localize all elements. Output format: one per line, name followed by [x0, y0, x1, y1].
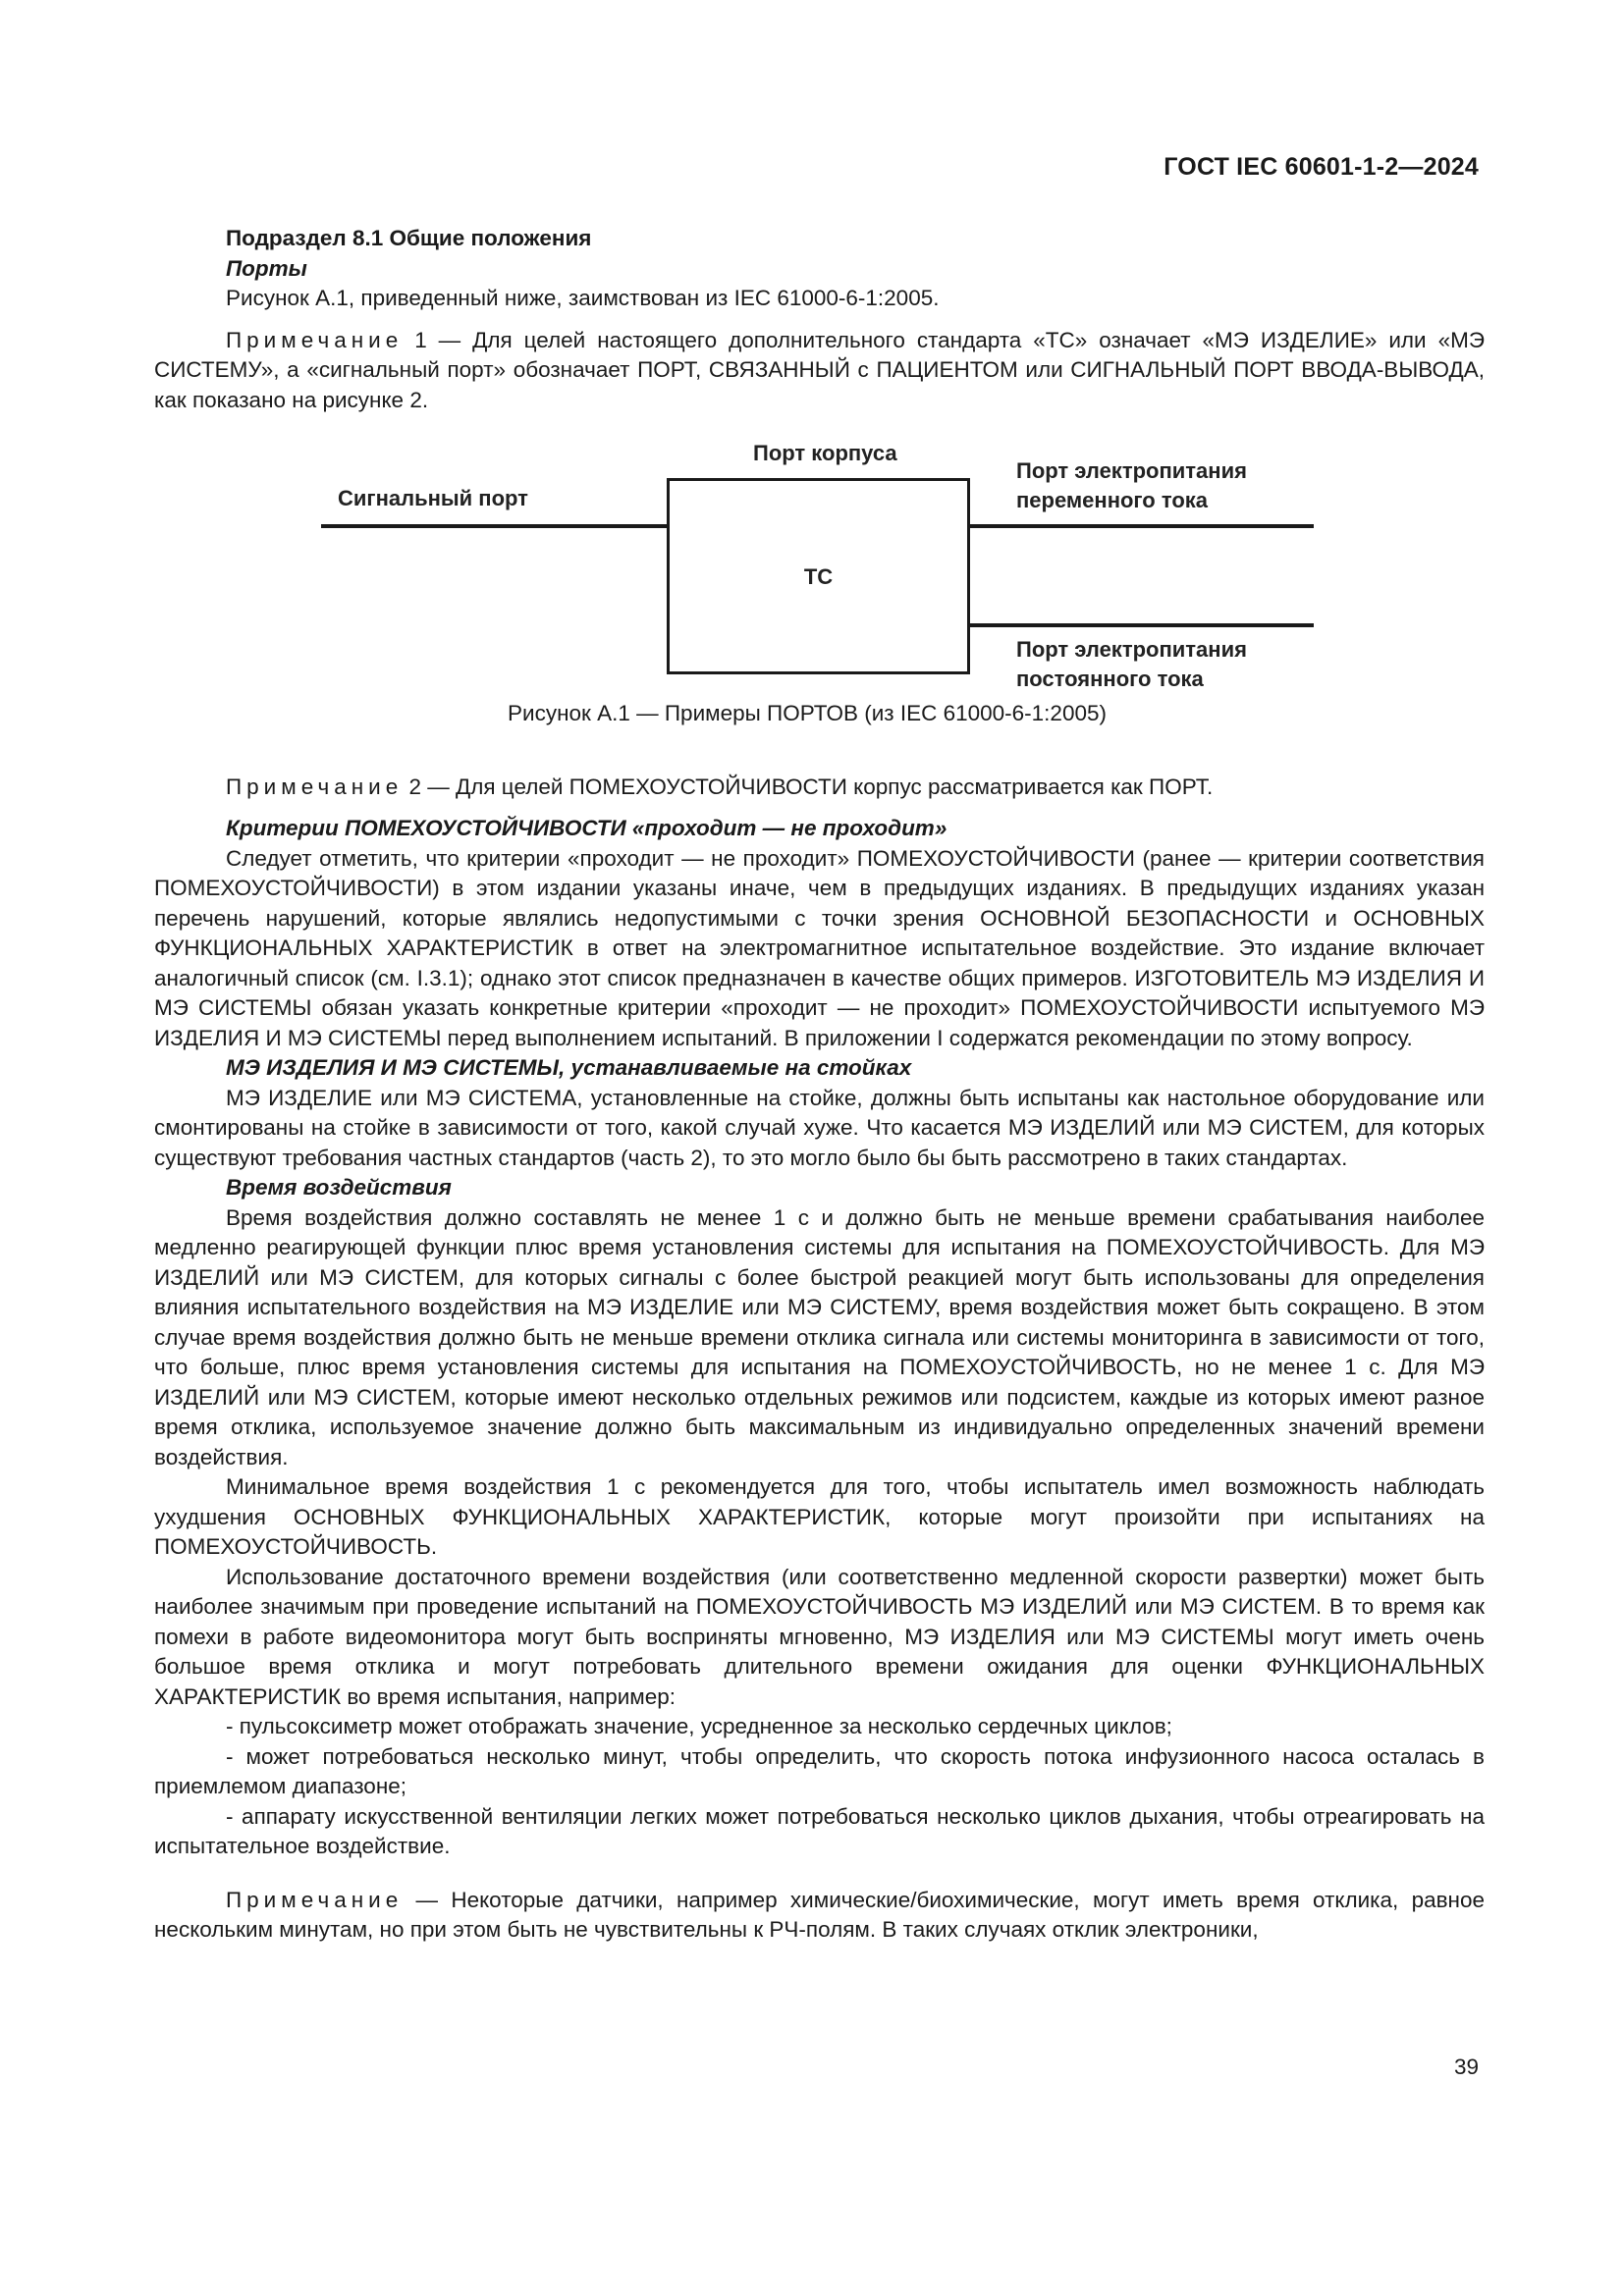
figure-caption: Рисунок А.1 — Примеры ПОРТОВ (из IEC 61000-6-1:2005) — [508, 701, 1107, 725]
standard-header: ГОСТ IEC 60601-1-2—2024 — [1164, 153, 1479, 181]
note-3 — [154, 1886, 1485, 1946]
criteria-text: Следует отметить, что критерии «проходит — не проходит» ПОМЕХОУСТОЙЧИВОСТИ (ранее — критерии соответствия ПОМЕХОУСТОЙЧИВОСТИ) в этом издании указаны иначе, чем в предыдущих изданиях. В предыдущих изданиях указан перечень нарушений, которые являлись недопустимыми с точки зрения ОСНОВНОЙ БЕЗОПАСНОСТИ и ОСНОВНЫХ ФУНКЦИОНАЛЬНЫХ ХАРАКТЕРИСТИК в ответ на электромагнитное испытательное воздействие. Это издание включает аналогичный список (см. I.3.1); однако этот список предназначен в качестве общих примеров. ИЗГОТОВИТЕЛЬ МЭ ИЗДЕЛИЯ И МЭ СИСТЕМЫ обязан указать конкретные критерии «проходит — не проходит» ПОМЕХОУСТОЙЧИВОСТИ испытуемого МЭ ИЗДЕЛИЯ И МЭ СИСТЕМЫ перед выполнением испытаний. В приложении I содержатся рекомендации по этому вопросу. — [154, 845, 1485, 1050]
note-3-text: — Некоторые датчики, например химические/биохимические, могут иметь время отклика, равное нескольким минутам, но при этом быть не чувствительны к РЧ-полям. В таких случаях отклик электроники, — [154, 1887, 1485, 1942]
criteria-heading: Критерии ПОМЕХОУСТОЙЧИВОСТИ «проходит — не проходит» — [226, 816, 947, 840]
dwell-paragraph-3: Использование достаточного времени воздействия (или соответственно медленной скорости развертки) может быть наиболее значимым при проведение испытаний на ПОМЕХОУСТОЙЧИВОСТЬ МЭ ИЗДЕЛИЙ или МЭ СИСТЕМ. В то время как помехи в работе видеомонитора могут быть восприняты мгновенно, МЭ ИЗДЕЛИЯ или МЭ СИСТЕМЫ могут иметь очень большое время отклика и могут потребовать длительного времени ожидания для оценки ФУНКЦИОНАЛЬНЫХ ХАРАКТЕРИСТИК во время испытания, например: — [154, 1564, 1485, 1709]
ac-power-port-line — [968, 524, 1314, 528]
section-title: Подраздел 8.1 Общие положения — [226, 226, 592, 250]
page-number: 39 — [1453, 2055, 1479, 2079]
eut-box — [667, 478, 970, 674]
signal-port-line — [321, 524, 669, 528]
note-2-text: 2 — Для целей ПОМЕХОУСТОЙЧИВОСТИ корпус рассматривается как ПОРТ. — [403, 774, 1214, 799]
dwell-paragraph-2: Минимальное время воздействия 1 с рекомендуется для того, чтобы испытатель имел возможность наблюдать ухудшения ОСНОВНЫХ ФУНКЦИОНАЛЬНЫХ ХАРАКТЕРИСТИК, которые могут произойти при испытаниях на ПОМЕХОУСТОЙЧИВОСТЬ. — [154, 1474, 1485, 1559]
list-item: - может потребоваться несколько минут, чтобы определить, что скорость потока инфузионного насоса осталась в приемлемом диапазоне; — [154, 1743, 1485, 1798]
list-item: - аппарату искусственной вентиляции легких может потребоваться несколько циклов дыхания, чтобы отреагировать на испытательное воздействие. — [154, 1803, 1485, 1858]
page-content — [154, 224, 1485, 1946]
note-1-label: Примечание — [226, 327, 404, 352]
note-1 — [154, 326, 1485, 416]
note-3-label: Примечание — [226, 1887, 404, 1912]
ac-power-port-label: Порт электропитания переменного тока — [1016, 458, 1247, 512]
rack-text: МЭ ИЗДЕЛИЕ или МЭ СИСТЕМА, установленные на стойке, должны быть испытаны как настольное оборудование или смонтированы на стойке в зависимости от того, какой случай хуже. Что касается МЭ ИЗДЕЛИЙ или МЭ СИСТЕМ, для которых существуют требования частных стандартов (часть 2), то это могло было бы быть рассмотрено в таких стандартах. — [154, 1085, 1485, 1170]
list-item: - пульсоксиметр может отображать значение, усредненное за несколько сердечных циклов; — [226, 1714, 1172, 1738]
figure-source-text: Рисунок А.1, приведенный ниже, заимствован из IEC 61000-6-1:2005. — [226, 286, 940, 310]
note-1-text: 1 — Для целей настоящего дополнительного стандарта «ТС» означает «МЭ ИЗДЕЛИЕ» или «МЭ СИСТЕМУ», а «сигнальный порт» обозначает ПОРТ, СВЯЗАННЫЙ с ПАЦИЕНТОМ или СИГНАЛЬНЫЙ ПОРТ ВВОДА-ВЫВОДА, как показано на рисунке 2. — [154, 327, 1485, 412]
dc-power-port-label: Порт электропитания постоянного тока — [1016, 637, 1247, 691]
dwell-heading: Время воздействия — [226, 1175, 452, 1200]
enclosure-port-label: Порт корпуса — [753, 441, 897, 465]
note-2-label: Примечание — [226, 774, 404, 799]
signal-port-label: Сигнальный порт — [338, 486, 528, 510]
dc-power-port-line — [968, 623, 1314, 627]
eut-label: ТС — [803, 564, 834, 589]
ports-diagram — [154, 439, 1485, 691]
dwell-paragraph-1: Время воздействия должно составлять не менее 1 с и должно быть не меньше времени срабатывания наиболее медленно реагирующей функции плюс время установления системы для испытания на ПОМЕХОУСТОЙЧИВОСТЬ. Для МЭ ИЗДЕЛИЙ или МЭ СИСТЕМ, для которых сигналы с более быстрой реакцией могут быть использованы для определения влияния испытательного воздействия на МЭ ИЗДЕЛИЕ или МЭ СИСТЕМУ, время воздействия может быть сокращено. В этом случае время воздействия должно быть не меньше времени отклика сигнала или системы мониторинга в зависимости от того, что больше, плюс время установления системы для испытания на ПОМЕХОУСТОЙЧИВОСТЬ, но не менее 1 с. Для МЭ ИЗДЕЛИЙ или МЭ СИСТЕМ, которые имеют несколько отдельных режимов или подсистем, каждые из которых имеют разное время отклика, используемое значение должно быть максимальным из индивидуально определенных значений времени воздействия. — [154, 1204, 1485, 1469]
note-2 — [154, 773, 1485, 803]
ports-heading: Порты — [226, 255, 307, 281]
rack-heading: МЭ ИЗДЕЛИЯ И МЭ СИСТЕМЫ, устанавливаемые на стойках — [226, 1055, 912, 1080]
